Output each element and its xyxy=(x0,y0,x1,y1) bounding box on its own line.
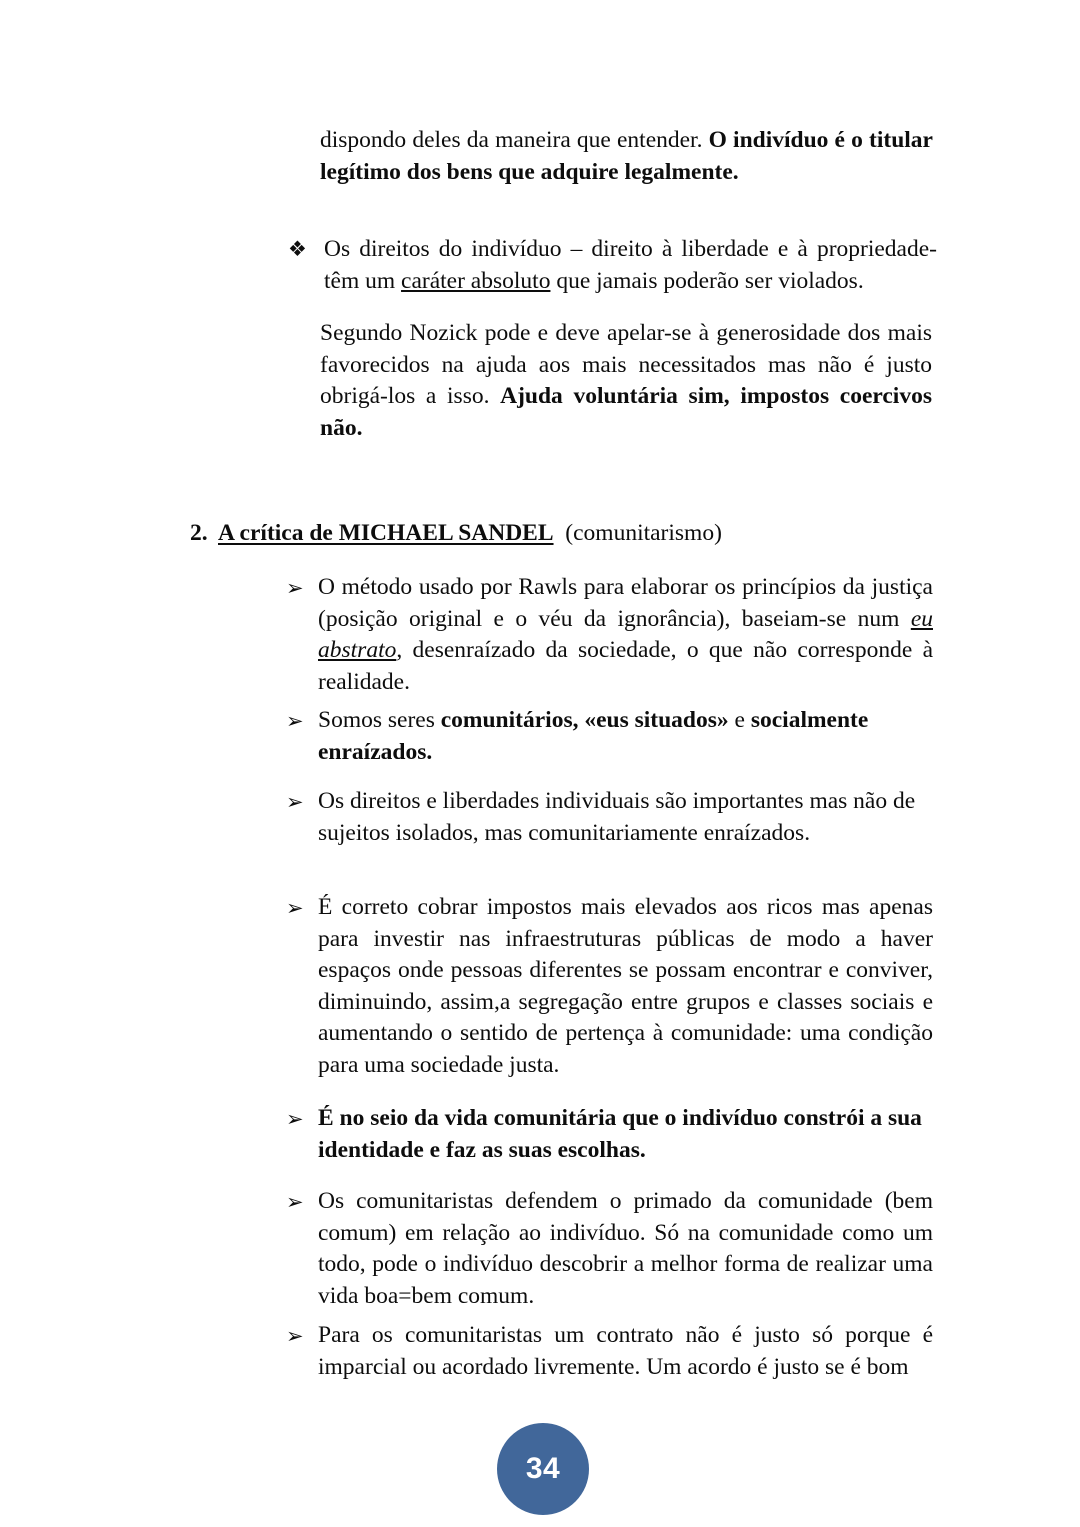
page-number-text: 34 xyxy=(525,1452,561,1485)
list-item-diamond xyxy=(288,234,937,297)
segment-text: O método usado por Rawls para elaborar os princípios da justiça (posição original e o véu da ignorância), baseiam-se num xyxy=(318,574,933,632)
segment-text: Para os comunitaristas um contrato não é justo só porque é imparcial ou acordado livremente. Um acordo é justo se é bom xyxy=(318,1322,933,1380)
top-continuation-paragraph xyxy=(320,125,933,188)
diamond-text-after: que jamais poderão ser violados. xyxy=(550,267,864,294)
segment-text: Os comunitaristas defendem o primado da comunidade (bem comum) em relação ao indivíduo. Só na comunidade como um todo, pode o indivíduo descobrir a melhor forma de realizar uma vida boa=bem comum. xyxy=(318,1188,933,1309)
list-item-text xyxy=(318,892,933,1081)
segment-text: Os direitos e liberdades individuais são importantes mas não de sujeitos isolados, mas comunitariamente enraízados. xyxy=(318,788,916,846)
segment-italic-underline: eu abstrato xyxy=(318,605,933,663)
arrowhead-bullet-icon: ➢ xyxy=(286,1107,304,1131)
arrowhead-bullet-icon: ➢ xyxy=(286,1190,304,1214)
section-heading-parenthetical xyxy=(554,520,722,546)
list-item xyxy=(286,1320,933,1383)
list-item-text xyxy=(318,1103,933,1166)
list-item xyxy=(286,1186,933,1312)
diamond-floret-bullet-icon: ❖ xyxy=(288,237,307,261)
segment-bold: É no seio da vida comunitária que o indivíduo constrói a sua identidade e faz as suas escolhas. xyxy=(318,1105,922,1163)
arrowhead-bullet-icon: ➢ xyxy=(286,790,304,814)
segment-bold: socialmente enraízados. xyxy=(318,707,869,765)
list-item xyxy=(286,1103,933,1166)
section-heading xyxy=(190,518,935,548)
diamond-text-before: Os direitos do indivíduo – direito à liberdade e à propriedade- têm um xyxy=(324,236,937,294)
list-item xyxy=(286,892,933,1081)
top-paragraph-plain-text: dispondo deles da maneira que entender. xyxy=(320,127,709,153)
segment-text: Somos seres xyxy=(318,707,441,733)
list-item-text xyxy=(318,786,933,849)
section-heading-number: 2. xyxy=(190,520,208,546)
list-item-text xyxy=(318,1186,933,1312)
nozick-plain-text: Segundo Nozick pode e deve apelar-se à generosidade dos mais favorecidos na ajuda aos mais necessitados mas não é justo obrigá-los a isso. xyxy=(320,320,932,409)
segment-text: e xyxy=(728,707,751,733)
segment-text: É correto cobrar impostos mais elevados aos ricos mas apenas para investir nas infraestruturas públicas de modo a haver espaços onde pessoas diferentes se possam encontrar e conviver, diminuindo, assim,a segregação entre grupos e classes sociais e aumentando o sentido de pertença à comunidade: uma condição para uma sociedade justa. xyxy=(318,894,933,1078)
list-item xyxy=(286,786,933,849)
arrowhead-bullet-icon: ➢ xyxy=(286,709,304,733)
segment-text: , desenraízado da sociedade, o que não corresponde à realidade. xyxy=(318,637,933,695)
nozick-bold-text: Ajuda voluntária sim, impostos coercivos não. xyxy=(320,383,932,441)
top-paragraph-bold-text: O indivíduo é o titular legítimo dos bens que adquire legalmente. xyxy=(320,127,933,185)
page-number-badge xyxy=(497,1423,589,1515)
list-item-text xyxy=(318,705,933,768)
arrowhead-bullet-icon: ➢ xyxy=(286,1324,304,1348)
diamond-underlined-term: caráter absoluto xyxy=(401,267,551,294)
list-item xyxy=(286,572,933,698)
nozick-paragraph xyxy=(320,318,932,444)
segment-bold: comunitários, «eus situados» xyxy=(440,707,729,733)
diamond-bullet-text xyxy=(324,234,937,297)
list-item xyxy=(286,705,933,768)
section-heading-parenthetical-text: (comunitarismo) xyxy=(565,520,722,546)
list-item-text xyxy=(318,1320,933,1383)
arrowhead-bullet-icon: ➢ xyxy=(286,576,304,600)
arrowhead-bullet-icon: ➢ xyxy=(286,896,304,920)
section-heading-title: A crítica de MICHAEL SANDEL xyxy=(218,520,554,546)
list-item-text xyxy=(318,572,933,698)
